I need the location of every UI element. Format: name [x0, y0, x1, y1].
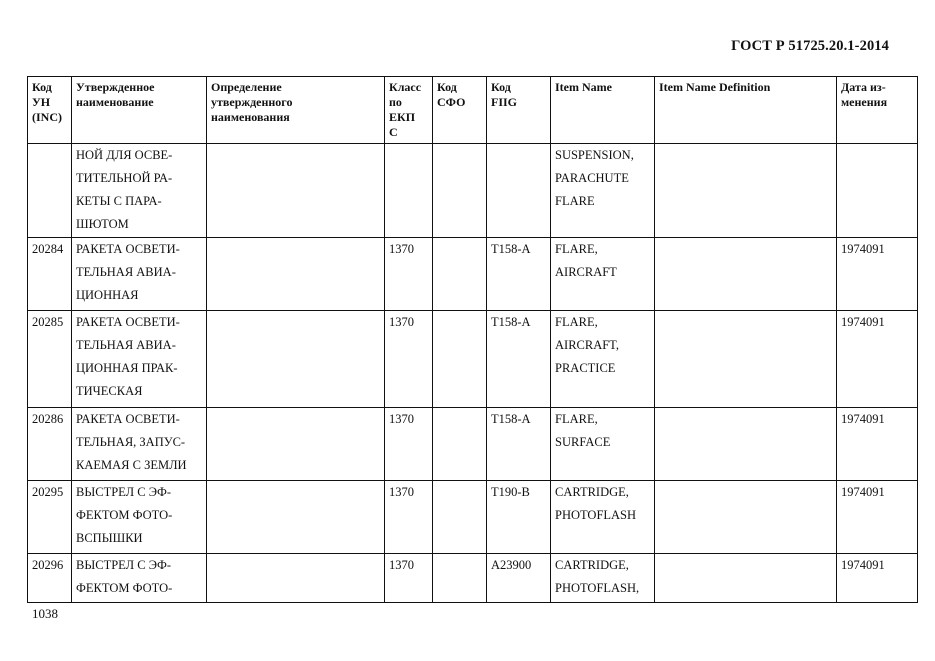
cell-approved-name: ВЫСТРЕЛ С ЭФ- ФЕКТОМ ФОТО- ВСПЫШКИ [72, 481, 207, 554]
cell-fiig: T158-A [487, 408, 551, 481]
cell-item-name-definition [655, 311, 837, 408]
cell-definition [207, 238, 385, 311]
cell-item-name: FLARE, AIRCRAFT, PRACTICE [551, 311, 655, 408]
cell-fiig: T158-A [487, 238, 551, 311]
cell-change-date [837, 144, 918, 238]
cell-item-name-definition [655, 408, 837, 481]
cell-fiig: T158-A [487, 311, 551, 408]
cell-item-name: SUSPENSION, PARACHUTE FLARE [551, 144, 655, 238]
cell-item-name: FLARE, AIRCRAFT [551, 238, 655, 311]
cell-item-name-definition [655, 554, 837, 603]
cell-item-name: CARTRIDGE, PHOTOFLASH [551, 481, 655, 554]
cell-approved-name: ВЫСТРЕЛ С ЭФ- ФЕКТОМ ФОТО- [72, 554, 207, 603]
cell-code: 20295 [28, 481, 72, 554]
cell-item-name-definition [655, 144, 837, 238]
cell-item-name: CARTRIDGE, PHOTOFLASH, [551, 554, 655, 603]
cell-fiig [487, 144, 551, 238]
cell-class: 1370 [385, 408, 433, 481]
column-header-definition: Определение утвержденного наименования [207, 77, 385, 144]
cell-fiig: T190-B [487, 481, 551, 554]
column-header-class: Класс по ЕКП С [385, 77, 433, 144]
cell-class [385, 144, 433, 238]
cell-item-name: FLARE, SURFACE [551, 408, 655, 481]
cell-item-name-definition [655, 238, 837, 311]
cell-item-name-definition [655, 481, 837, 554]
cell-approved-name: НОЙ ДЛЯ ОСВЕ- ТИТЕЛЬНОЙ РА- КЕТЫ С ПАРА- ШЮТОМ [72, 144, 207, 238]
cell-class: 1370 [385, 311, 433, 408]
table-row [28, 311, 918, 408]
cell-code [28, 144, 72, 238]
column-header-change-date: Дата из- менения [837, 77, 918, 144]
cell-sfo [433, 481, 487, 554]
column-header-approved-name: Утвержденное наименование [72, 77, 207, 144]
document-title: ГОСТ Р 51725.20.1-2014 [731, 38, 889, 54]
cell-change-date: 1974091 [837, 408, 918, 481]
table-row [28, 554, 918, 603]
cell-sfo [433, 311, 487, 408]
table-header-row [28, 77, 918, 144]
cell-code: 20286 [28, 408, 72, 481]
table-row [28, 144, 918, 238]
cell-change-date: 1974091 [837, 481, 918, 554]
cell-change-date: 1974091 [837, 238, 918, 311]
column-header-code: Код УН (INC) [28, 77, 72, 144]
cell-sfo [433, 554, 487, 603]
cell-sfo [433, 408, 487, 481]
cell-definition [207, 144, 385, 238]
cell-change-date: 1974091 [837, 311, 918, 408]
cell-approved-name: РАКЕТА ОСВЕТИ- ТЕЛЬНАЯ, ЗАПУС- КАЕМАЯ С ЗЕМЛИ [72, 408, 207, 481]
column-header-item-name: Item Name [551, 77, 655, 144]
cell-approved-name: РАКЕТА ОСВЕТИ- ТЕЛЬНАЯ АВИА- ЦИОННАЯ ПРАК- ТИЧЕСКАЯ [72, 311, 207, 408]
cell-class: 1370 [385, 481, 433, 554]
cell-approved-name: РАКЕТА ОСВЕТИ- ТЕЛЬНАЯ АВИА- ЦИОННАЯ [72, 238, 207, 311]
cell-code: 20296 [28, 554, 72, 603]
column-header-item-name-definition: Item Name Definition [655, 77, 837, 144]
cell-definition [207, 408, 385, 481]
cell-definition [207, 311, 385, 408]
page-number: 1038 [32, 606, 58, 621]
column-header-fiig: Код FIIG [487, 77, 551, 144]
cell-code: 20285 [28, 311, 72, 408]
cell-change-date: 1974091 [837, 554, 918, 603]
cell-class: 1370 [385, 238, 433, 311]
column-header-sfo: Код СФО [433, 77, 487, 144]
cell-class: 1370 [385, 554, 433, 603]
cell-sfo [433, 238, 487, 311]
cell-definition [207, 554, 385, 603]
table-row [28, 408, 918, 481]
cell-sfo [433, 144, 487, 238]
cell-code: 20284 [28, 238, 72, 311]
cell-definition [207, 481, 385, 554]
cell-fiig: A23900 [487, 554, 551, 603]
table-row [28, 238, 918, 311]
item-name-table [27, 76, 918, 603]
table-row [28, 481, 918, 554]
